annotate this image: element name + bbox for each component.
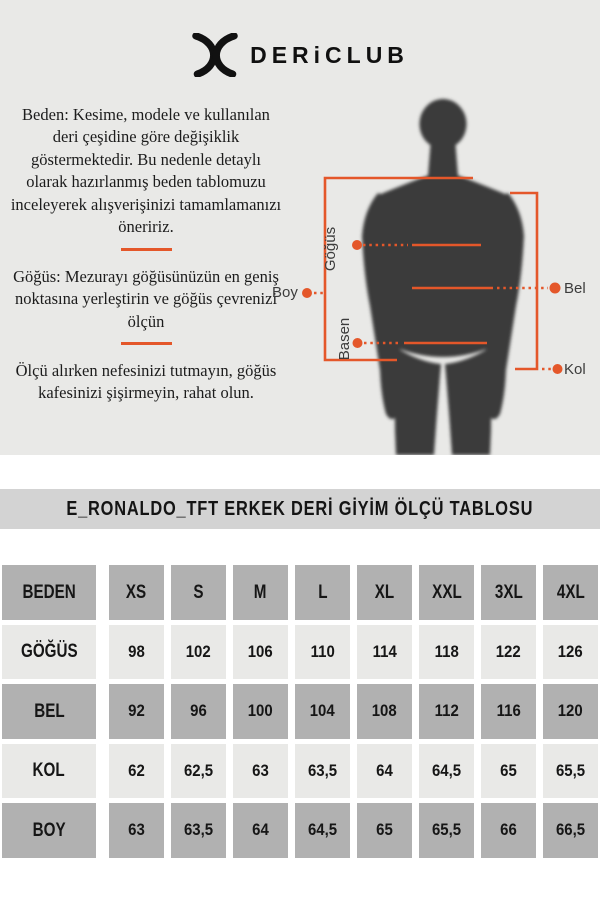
value-cell: 63 <box>233 744 288 799</box>
value-cell: 108 <box>357 684 412 739</box>
value-cell: 65,5 <box>419 803 474 858</box>
waist-label: Bel <box>564 280 586 297</box>
value-cell: 63,5 <box>295 744 350 799</box>
row-header-boy: BOY <box>2 803 96 858</box>
value-cell: 62 <box>109 744 164 799</box>
row-header-beden: BEDEN <box>2 565 96 620</box>
value-cell: 65 <box>481 744 536 799</box>
value-cell: 64 <box>233 803 288 858</box>
row-header-kol: KOL <box>2 744 96 799</box>
value-cell: 126 <box>543 625 598 680</box>
value-cell: 63 <box>109 803 164 858</box>
value-cell: 104 <box>295 684 350 739</box>
male-silhouette <box>362 99 524 455</box>
value-cell: 122 <box>481 625 536 680</box>
value-cell: 100 <box>233 684 288 739</box>
value-cell: 65,5 <box>543 744 598 799</box>
size-cell: 4XL <box>543 565 598 620</box>
size-cell: L <box>295 565 350 620</box>
size-table <box>2 565 598 858</box>
value-cell: 63,5 <box>171 803 226 858</box>
arm-label: Kol <box>564 361 586 378</box>
size-cell: S <box>171 565 226 620</box>
value-cell: 64,5 <box>295 803 350 858</box>
value-cell: 110 <box>295 625 350 680</box>
value-cell: 65 <box>357 803 412 858</box>
size-cell: M <box>233 565 288 620</box>
value-cell: 106 <box>233 625 288 680</box>
instruction-paragraph-gogus: Göğüs: Mezurayı göğüsünüzün en geniş noktasına yerleştirin ve göğüs çevrenizi ölçün <box>13 266 279 331</box>
value-cell: 118 <box>419 625 474 680</box>
value-cell: 102 <box>171 625 226 680</box>
size-cell: 3XL <box>481 565 536 620</box>
table-row-beden <box>2 565 598 620</box>
value-cell: 62,5 <box>171 744 226 799</box>
hips-label: Basen <box>335 317 353 361</box>
value-cell: 96 <box>171 684 226 739</box>
table-row-boy <box>2 803 598 858</box>
value-cell: 114 <box>357 625 412 680</box>
value-cell: 116 <box>481 684 536 739</box>
instruction-paragraph-olcu: Ölçü alırken nefesinizi tutmayın, göğüs kafesinizi şişirmeyin, rahat olun. <box>15 360 277 403</box>
table-title: E_RONALDO_TFT ERKEK DERİ GİYİM ÖLÇÜ TABLOSU <box>66 497 534 520</box>
value-cell: 120 <box>543 684 598 739</box>
chest-label: Göğüs <box>321 226 339 272</box>
value-cell: 92 <box>109 684 164 739</box>
value-cell: 98 <box>109 625 164 680</box>
size-cell: XS <box>109 565 164 620</box>
table-row-kol <box>2 744 598 799</box>
row-header-gogus: GÖĞÜS <box>2 625 96 680</box>
value-cell: 112 <box>419 684 474 739</box>
height-label: Boy <box>272 284 298 301</box>
brand-name: DERiCLUB <box>250 41 409 68</box>
value-cell: 64,5 <box>419 744 474 799</box>
value-cell: 66,5 <box>543 803 598 858</box>
value-cell: 66 <box>481 803 536 858</box>
table-row-bel <box>2 684 598 739</box>
row-header-bel: BEL <box>2 684 96 739</box>
value-cell: 64 <box>357 744 412 799</box>
instruction-paragraph-beden: Beden: Kesime, modele ve kullanılan deri çeşidine göre değişiklik göstermektedir. Bu nedenle detaylı olarak hazırlanmış beden tablomuzu inceleyerek alışverişinizi tamamlamanızı öneririz. <box>10 105 282 237</box>
table-row-gogus <box>2 625 598 680</box>
size-cell: XL <box>357 565 412 620</box>
size-cell: XXL <box>419 565 474 620</box>
table-title-banner <box>0 489 600 529</box>
